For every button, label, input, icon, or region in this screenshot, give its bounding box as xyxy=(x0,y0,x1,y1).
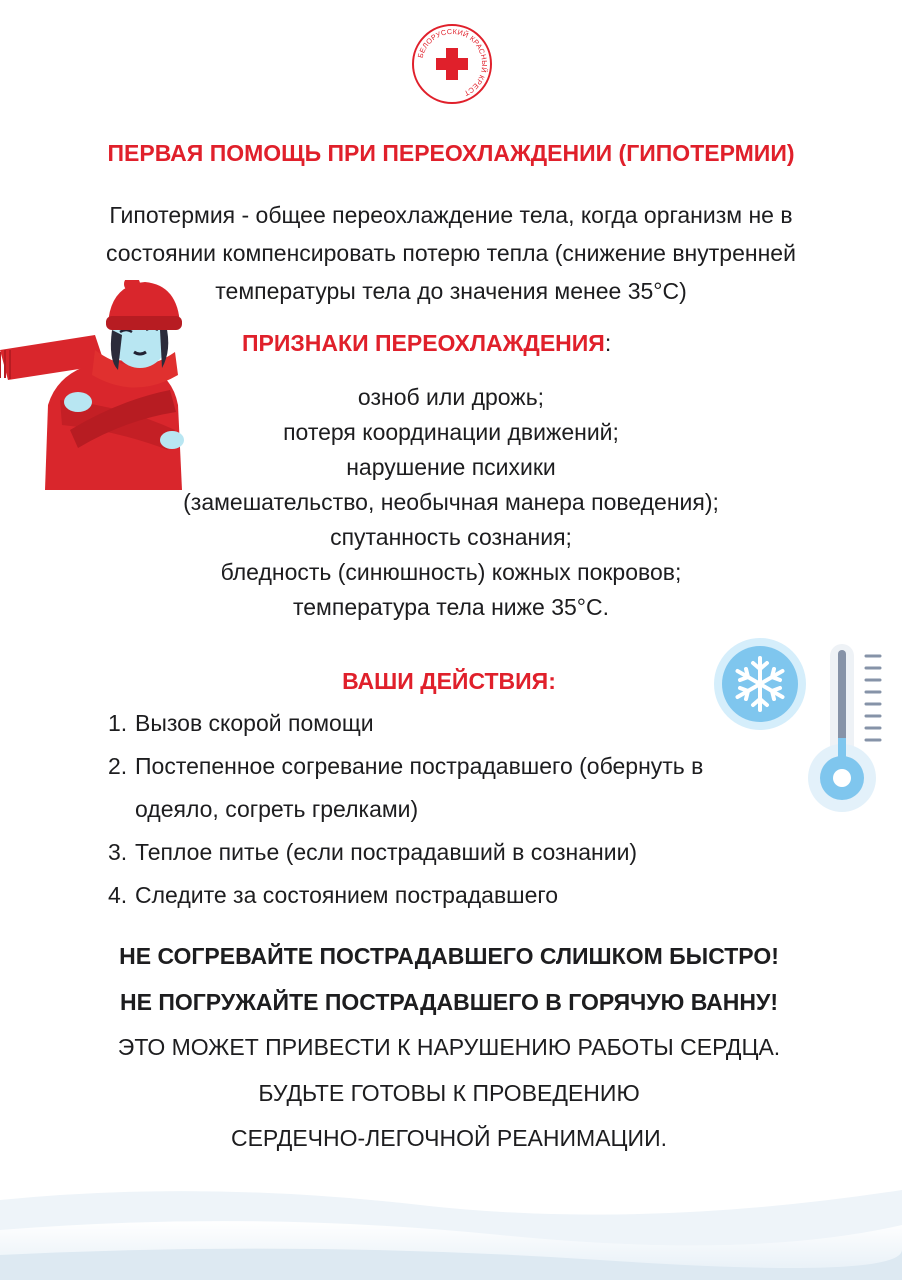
warning-line: НЕ ПОГРУЖАЙТЕ ПОСТРАДАВШЕГО В ГОРЯЧУЮ ВАННУ! xyxy=(120,988,778,1015)
list-item: температура тела ниже 35°С. xyxy=(292,594,609,620)
thermometer-icon xyxy=(800,638,890,818)
list-item-number: 1. xyxy=(108,710,128,736)
actions-heading: ВАШИ ДЕЙСТВИЯ: xyxy=(342,668,556,694)
page-title: ПЕРВАЯ ПОМОЩЬ ПРИ ПЕРЕОХЛАЖДЕНИИ (ГИПОТЕРМИИ) xyxy=(107,140,795,166)
list-item-text: Теплое питье (если пострадавший в сознании) xyxy=(135,839,638,865)
intro-line: Гипотермия - общее переохлаждение тела, когда организм не в xyxy=(109,202,793,228)
list-item: озноб или дрожь; xyxy=(357,384,545,410)
warnings-block xyxy=(0,934,898,1162)
list-item-text: Постепенное согревание пострадавшего (обернуть в xyxy=(135,753,704,779)
warning-line: СЕРДЕЧНО-ЛЕГОЧНОЙ РЕАНИМАЦИИ. xyxy=(230,1125,668,1151)
list-item-number: 4. xyxy=(108,882,128,908)
list-item xyxy=(108,874,798,917)
list-item-text: Следите за состоянием пострадавшего xyxy=(135,882,559,908)
signs-heading xyxy=(242,330,611,357)
list-item xyxy=(108,702,798,745)
actions-list xyxy=(108,702,798,917)
list-item: бледность (синюшность) кожных покровов; xyxy=(220,559,682,585)
warning-line: НЕ СОГРЕВАЙТЕ ПОСТРАДАВШЕГО СЛИШКОМ БЫСТРО! xyxy=(119,943,779,969)
list-item-number: 2. xyxy=(108,753,128,779)
logo-ring-text: БЕЛОРУССКИЙ КРАСНЫЙ КРЕСТ xyxy=(415,26,490,99)
red-cross-logo xyxy=(410,22,494,106)
warning-line: БУДЬТЕ ГОТОВЫ К ПРОВЕДЕНИЮ xyxy=(258,1079,640,1106)
snow-wave-decoration xyxy=(0,1170,902,1280)
signs-heading-colon: : xyxy=(604,330,612,356)
list-item: спутанность сознания; xyxy=(330,524,572,550)
signs-list xyxy=(0,380,902,625)
list-item: (замешательство, необычная манера поведения); xyxy=(183,489,719,515)
list-item xyxy=(108,745,798,831)
signs-heading-text: ПРИЗНАКИ ПЕРЕОХЛАЖДЕНИЯ xyxy=(242,330,605,356)
list-item-text: одеяло, согреть грелками) xyxy=(135,796,419,822)
list-item: нарушение психики xyxy=(346,454,556,480)
intro-line: температуры тела до значения менее 35°С) xyxy=(215,278,687,304)
list-item: потеря координации движений; xyxy=(283,419,619,445)
intro-line: состоянии компенсировать потерю тепла (снижение внутренней xyxy=(106,240,796,266)
list-item-number: 3. xyxy=(108,839,128,865)
list-item-text: Вызов скорой помощи xyxy=(135,710,374,736)
list-item xyxy=(108,831,798,874)
warning-line: ЭТО МОЖЕТ ПРИВЕСТИ К НАРУШЕНИЮ РАБОТЫ СЕРДЦА. xyxy=(117,1034,781,1060)
